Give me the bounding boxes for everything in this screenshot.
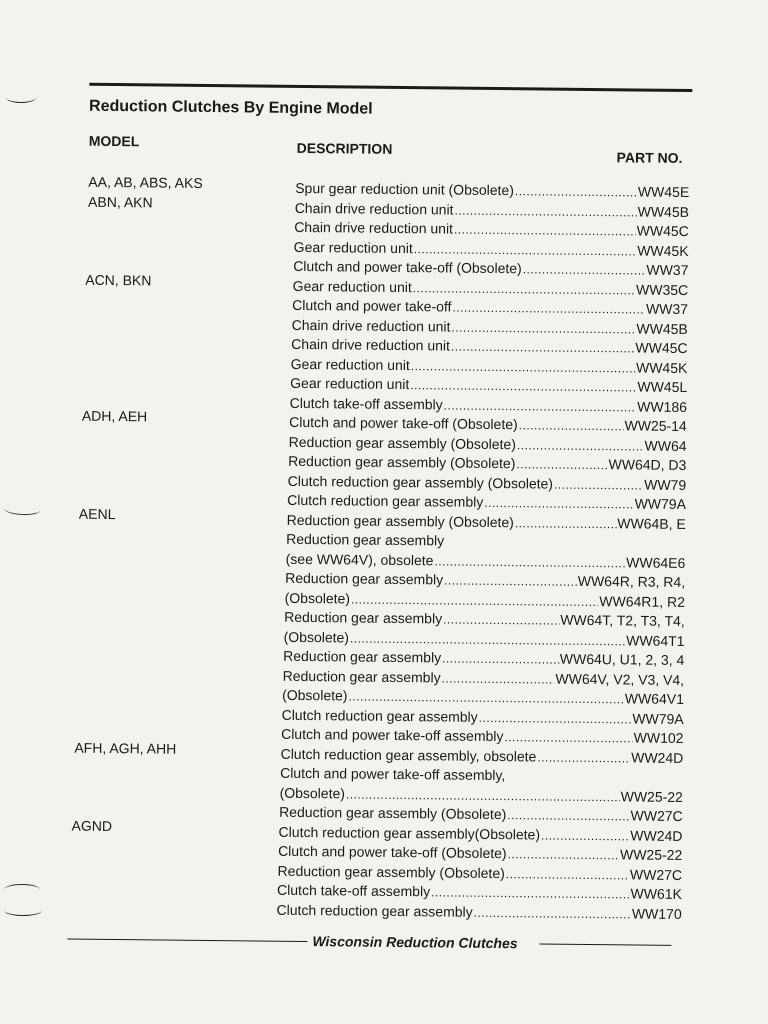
part-description: Clutch take-off assembly	[289, 394, 443, 412]
part-number: WW27C	[630, 807, 683, 824]
part-number-column-header: PART NO.	[616, 149, 683, 166]
dot-leader	[442, 669, 555, 689]
part-description: Reduction gear assembly (Obsolete)	[277, 862, 505, 881]
part-description: (Obsolete)	[279, 784, 346, 801]
part-description: Reduction gear assembly	[284, 608, 443, 627]
dot-leader	[445, 545, 684, 548]
part-number: WW79	[644, 476, 687, 493]
model-column-header: MODEL	[88, 132, 140, 150]
part-number: WW25-22	[619, 846, 683, 863]
part-description: Chain drive reduction unit	[294, 199, 454, 218]
dot-leader	[507, 806, 629, 826]
part-number: WW64E6	[626, 553, 686, 571]
dot-leader	[451, 318, 635, 339]
dot-leader	[504, 728, 632, 748]
dot-leader	[515, 182, 637, 202]
part-number: WW64R1, R2	[599, 592, 686, 610]
description-column-header: DESCRIPTION	[296, 139, 393, 157]
dot-leader	[554, 475, 643, 495]
part-number: WW64T1	[626, 631, 685, 649]
footer-rule-left	[67, 939, 307, 943]
part-number: WW27C	[629, 865, 683, 883]
dot-leader	[442, 649, 559, 669]
part-description: Reduction gear assembly (Obsolete)	[288, 433, 517, 452]
part-description: Reduction gear assembly	[285, 569, 444, 588]
dot-leader	[537, 748, 630, 768]
part-description: Chain drive reduction unit	[291, 335, 451, 354]
part-number: WW64T, T2, T3, T4,	[560, 611, 685, 629]
part-number: WW35C	[636, 280, 689, 298]
part-number: WW37	[645, 300, 689, 318]
engine-model-label: ABN, AKN	[88, 193, 153, 210]
engine-model-label: AA, AB, ABS, AKS	[88, 173, 203, 191]
dot-leader	[454, 201, 636, 222]
dot-leader	[541, 826, 629, 846]
part-description: Spur gear reduction unit (Obsolete)	[295, 179, 515, 199]
part-description: (Obsolete)	[282, 686, 348, 704]
part-description: Clutch and power take-off assembly	[281, 725, 504, 745]
part-description: Gear reduction unit	[290, 374, 410, 393]
part-number: WW64U, U1, 2, 3, 4	[559, 650, 685, 668]
part-number: WW64	[644, 437, 687, 454]
dot-leader	[443, 610, 559, 630]
engine-model-label: AGND	[71, 817, 113, 834]
engine-model-label: ACN, BKN	[85, 271, 152, 288]
dot-leader	[506, 780, 682, 782]
part-number: WW45B	[636, 319, 688, 337]
part-number: WW37	[646, 261, 689, 279]
part-description: Gear reduction unit	[292, 277, 412, 295]
engine-model-label: AENL	[78, 505, 116, 522]
part-number: WW25-14	[624, 417, 687, 434]
part-description: Clutch reduction gear assembly	[276, 901, 473, 920]
binder-hole-mark	[4, 905, 42, 916]
part-description: Clutch reduction gear assembly	[281, 706, 478, 725]
dot-leader	[444, 571, 577, 591]
part-number: WW61K	[630, 885, 682, 902]
part-number: WW64R, R3, R4,	[577, 572, 686, 590]
part-description: Chain drive reduction unit	[291, 316, 451, 335]
part-number: WW79A	[632, 709, 684, 727]
part-description: Reduction gear assembly	[283, 647, 442, 666]
part-number: WW170	[631, 904, 682, 922]
parts-list-row	[276, 900, 681, 923]
part-number: WW45E	[637, 183, 690, 201]
part-number: WW64D, D3	[608, 456, 687, 473]
part-number: WW45C	[635, 339, 688, 357]
dot-leader	[506, 865, 629, 885]
dot-leader	[484, 494, 634, 515]
part-description: Chain drive reduction unit	[294, 218, 454, 237]
engine-model-label: AFH, AGH, AHH	[74, 739, 177, 757]
part-description: Clutch take-off assembly	[277, 881, 431, 900]
part-description: Reduction gear assembly	[282, 667, 441, 685]
part-description: Clutch and power take-off assembly,	[280, 764, 506, 784]
part-number: WW24D	[631, 748, 684, 766]
part-number: WW24D	[630, 826, 683, 844]
dot-leader	[451, 338, 635, 359]
part-number: WW25-22	[620, 787, 683, 805]
part-description: Reduction gear assembly (Obsolete)	[279, 803, 507, 823]
part-description: Clutch and power take-off	[292, 296, 452, 315]
part-number: WW45B	[637, 202, 690, 220]
part-description: (Obsolete)	[284, 589, 351, 606]
part-number: WW64B, E	[617, 514, 686, 532]
dot-leader	[516, 455, 607, 475]
part-description: Clutch reduction gear assembly	[287, 491, 484, 510]
part-number: WW64V, V2, V3, V4,	[555, 670, 685, 688]
part-number: WW79A	[634, 495, 687, 512]
part-description: Reduction gear assembly	[286, 530, 445, 549]
part-description: Clutch and power take-off (Obsolete)	[278, 842, 507, 862]
dot-leader	[515, 514, 617, 534]
part-description: (Obsolete)	[283, 628, 350, 645]
binder-hole-mark	[6, 92, 36, 103]
part-number: WW45C	[636, 222, 689, 240]
footer-title: Wisconsin Reduction Clutches	[312, 933, 518, 952]
part-description: Clutch and power take-off (Obsolete)	[289, 413, 518, 433]
part-description: Reduction gear assembly (Obsolete)	[286, 511, 514, 530]
dot-leader	[517, 436, 644, 456]
dot-leader	[508, 845, 620, 865]
page-title: Reduction Clutches By Engine Model	[89, 97, 373, 118]
dot-leader	[519, 416, 624, 436]
part-description: Clutch reduction gear assembly (Obsolete)	[287, 472, 554, 492]
part-description: Reduction gear assembly (Obsolete)	[288, 452, 516, 472]
dot-leader	[474, 903, 631, 924]
part-number: WW45L	[637, 378, 688, 396]
part-number: WW45K	[637, 241, 689, 259]
engine-model-label: ADH, AEH	[81, 407, 148, 425]
part-description: Clutch reduction gear assembly, obsolete	[280, 745, 537, 764]
top-rule	[89, 83, 692, 92]
dot-leader	[479, 708, 632, 729]
part-number: WW102	[633, 729, 684, 746]
part-description: (see WW64V), obsolete	[285, 550, 434, 568]
dot-leader	[523, 260, 646, 280]
part-number: WW45K	[635, 358, 688, 376]
part-description: Gear reduction unit	[293, 238, 413, 256]
part-description: Clutch and power take-off (Obsolete)	[293, 257, 522, 277]
binder-hole-mark	[4, 884, 40, 895]
part-number: WW64V1	[624, 690, 684, 707]
dot-leader	[454, 221, 636, 242]
part-description: Gear reduction unit	[290, 355, 410, 373]
part-number: WW186	[637, 397, 688, 415]
part-description: Clutch reduction gear assembly(Obsolete)	[278, 823, 541, 842]
footer-rule-right	[539, 943, 671, 945]
